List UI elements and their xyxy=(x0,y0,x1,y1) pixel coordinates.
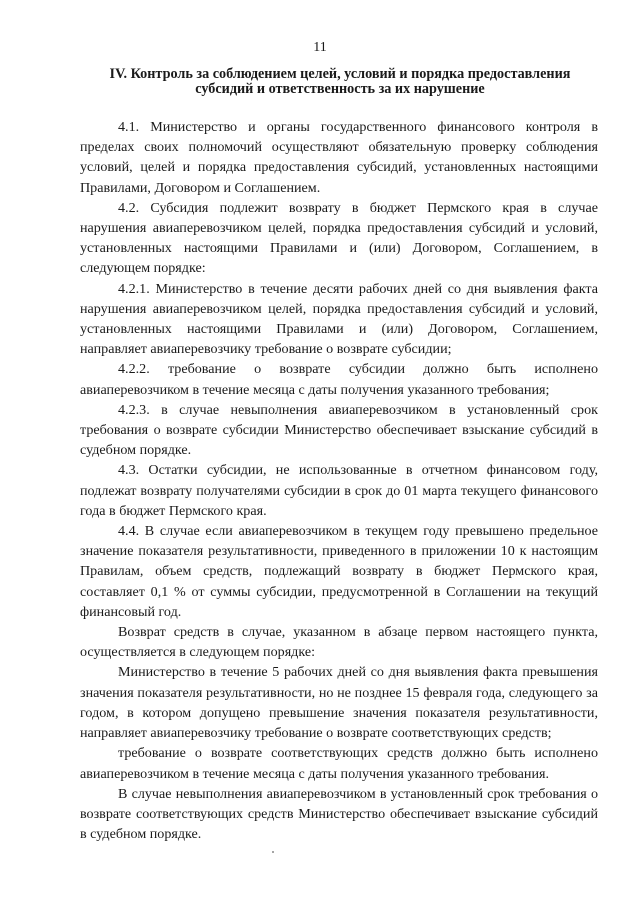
paragraph-4-4: 4.4. В случае если авиаперевозчиком в текущем году превышено предельное значение показателя результативности, приведенного в приложении 10 к настоящим Правилам, объем средств, подлежащий возврату в бюджет Пермского края, составляет 0,1 % от суммы субсидии, предусмотренной в Соглашении на текущий финансовый год. xyxy=(80,523,598,620)
paragraph-4-2-1: 4.2.1. Министерство в течение десяти рабочих дней со дня выявления факта нарушения авиаперевозчиком целей, порядка предоставления субсидий и условий, установленных настоящими Правилами и (или) Договором, Соглашением, направляет авиаперевозчику требование о возврате субсидии; xyxy=(80,280,598,358)
paragraph-court-recovery: В случае невыполнения авиаперевозчиком в установленный срок требования о возврате соответствующих средств Министерство обеспечивает взыскание субсидий в судебном порядке. xyxy=(80,785,598,843)
document-body xyxy=(80,117,598,844)
paragraph-requirement-execution: требование о возврате соответствующих средств должно быть исполнено авиаперевозчиком в течение месяца с даты получения указанного требования. xyxy=(80,745,598,782)
paragraph-return-procedure: Возврат средств в случае, указанном в абзаце первом настоящего пункта, осуществляется в следующем порядке: xyxy=(80,624,598,661)
section-title-line-1: IV. Контроль за соблюдением целей, условий и порядка предоставления xyxy=(109,66,571,82)
paragraph-4-2-3: 4.2.3. в случае невыполнения авиаперевозчиком в установленный срок требования о возврате субсидии Министерство обеспечивает взыскание субсидий в судебном порядке. xyxy=(80,401,598,459)
section-title-line-2: субсидий и ответственность за их нарушение xyxy=(195,81,485,97)
paragraph-4-2-2: 4.2.2. требование о возврате субсидии должно быть исполнено авиаперевозчиком в течение месяца с даты получения указанного требования; xyxy=(80,361,598,398)
paragraph-4-3: 4.3. Остатки субсидии, не использованные в отчетном финансовом году, подлежат возврату получателями субсидии в срок до 01 марта текущего финансового года в бюджет Пермского края. xyxy=(80,462,598,519)
paragraph-4-2: 4.2. Субсидия подлежит возврату в бюджет Пермского края в случае нарушения авиаперевозчиком целей, порядка предоставления субсидий и условий, установленных настоящими Правилами и (или) Договором, Соглашением, в следующем порядке: xyxy=(80,199,598,277)
paragraph-ministry-notice: Министерство в течение 5 рабочих дней со дня выявления факта превышения значения показателя результативности, но не позднее 15 февраля года, следующего за годом, в котором допущено превышение значения показателя результативности, направляет авиаперевозчику требование о возврате соответствующих средств; xyxy=(80,664,598,742)
scan-speck xyxy=(272,851,274,853)
section-title xyxy=(80,67,600,97)
page-number: 11 xyxy=(313,40,327,55)
paragraph-4-1: 4.1. Министерство и органы государственного финансового контроля в пределах своих полномочий осуществляют обязательную проверку соблюдения условий, целей и порядка предоставления субсидий, установленных настоящими Правилами, Договором и Соглашением. xyxy=(80,119,598,196)
